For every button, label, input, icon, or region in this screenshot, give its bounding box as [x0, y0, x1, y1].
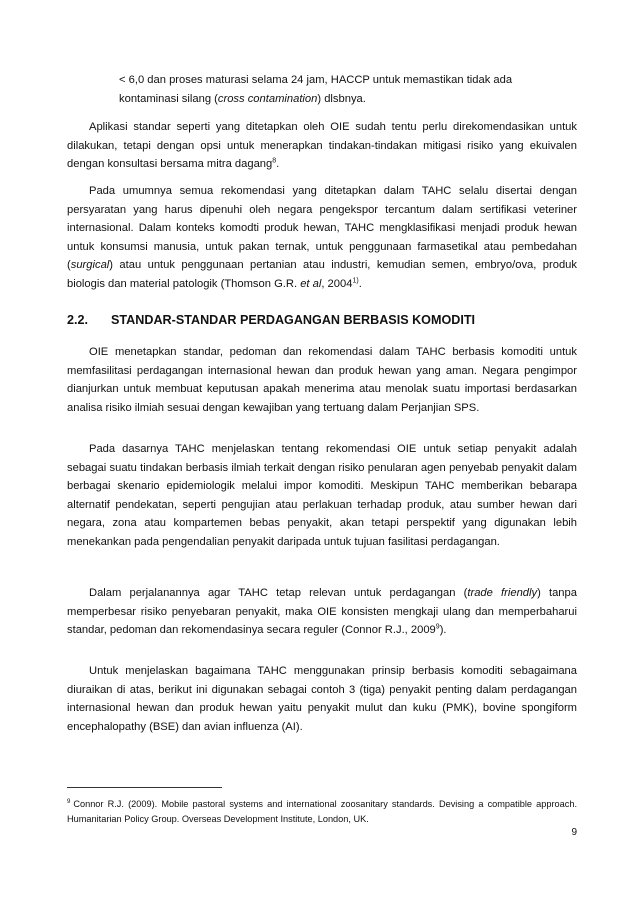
paragraph-menjelaskan-text: Untuk menjelaskan bagaimana TAHC menggunakan prinsip berbasis komoditi sebagaimana diuraikan di atas, berikut ini digunakan sebagai contoh 3 (tiga) penyakit penting dalam perdagangan internasional hewan dan produk hewan yaitu penyakit mulut dan kuku (PMK), bovine spongiform encephalopathy (BSE) dan avian influenza (AI). [67, 665, 577, 733]
footnote [67, 797, 577, 826]
paragraph-umumnya-mid: ) atau untuk penggunaan pertanian atau industri, kemudian semen, embryo/ova, produk biologis dan material patologik (Thomson G.R. [67, 259, 577, 290]
paragraph-umumnya-end: . [358, 277, 362, 290]
section-number: 2.2. [67, 313, 89, 327]
bullet-line-1: < 6,0 dan proses maturasi selama 24 jam, HACCP untuk memastikan tidak ada [119, 74, 513, 86]
paragraph-umumnya-post: , 2004 [321, 277, 353, 290]
paragraph-umumnya-italic-surgical: surgical [70, 259, 110, 272]
footnote-text: Connor R.J. (2009). Mobile pastoral systems and international zoosanitary standards. Devising a compatible approach. Humanitarian Policy Group. Overseas Development Institute, London, UK. [67, 799, 577, 824]
paragraph-menjelaskan [67, 662, 577, 736]
footnote-divider [67, 787, 222, 788]
paragraph-aplikasi [67, 118, 577, 174]
paragraph-umumnya-italic-etal: et al [300, 277, 322, 290]
section-title: STANDAR-STANDAR PERDAGANGAN BERBASIS KOMODITI [111, 313, 476, 327]
page-number: 9 [571, 827, 577, 838]
bullet-line-2-italic: cross contamination [217, 93, 318, 105]
paragraph-umumnya-pre: Pada umumnya semua rekomendasi yang ditetapkan dalam TAHC selalu disertai dengan persyaratan yang harus dipenuhi oleh negara pengekspor tercantum dalam sertifikasi veteriner internasional. Dalam konteks komodti produk hewan, TAHC mengklasifikasi menjadi produk hewan untuk konsumsi manusia, untuk pakan ternak, untuk penggunaan farmasetikal atau pembedahan ( [67, 185, 577, 272]
section-heading [67, 313, 577, 327]
footnote-ref-8: 8 [272, 157, 277, 165]
bullet-line-2-post: ) dlsbnya. [317, 93, 366, 105]
paragraph-perjalanan-end: ). [439, 624, 447, 637]
citation-ref-1: 1) [352, 277, 359, 285]
paragraph-umumnya [67, 182, 577, 294]
bullet-continuation [119, 71, 577, 109]
paragraph-perjalanan-post: ) tanpa memperbesar risiko penyebaran penyakit, maka OIE konsisten mengkaji ulang dan memperbaharui standar, pedoman dan rekomendasinya secara reguler (Connor R.J., 2009 [67, 587, 577, 637]
paragraph-aplikasi-text: Aplikasi standar seperti yang ditetapkan oleh OIE sudah tentu perlu direkomendasikan untuk dilakukan, tetapi dengan opsi untuk menerapkan tindakan-tindakan mitigasi risiko yang ekuivalen dengan konsultasi bersama mitra dagang [67, 121, 577, 171]
paragraph-dasarnya-text: Pada dasarnya TAHC menjelaskan tentang rekomendasi OIE untuk setiap penyakit adalah sebagai suatu tindakan berbasis ilmiah terkait dengan risiko penularan agen penyebab penyakit dalam berbagai skenario epidemiologik melalui impor komoditi. Meskipun TAHC memberikan bebarapa alternatif pendekatan, seperti pengujian atau perlakuan terhadap produk, atau sumber hewan dari negara, zona atau kompartemen bebas penyakit, akan tetapi perspektif yang digunakan lebih menekankan pada pengendalian penyakit daripada untuk tujuan fasilitasi perdagangan. [67, 443, 577, 548]
paragraph-aplikasi-end: . [276, 158, 280, 171]
paragraph-oie [67, 343, 577, 417]
footnote-mark: 9 [67, 798, 71, 805]
paragraph-dasarnya [67, 440, 577, 552]
paragraph-perjalanan-italic: trade friendly [467, 587, 538, 599]
footnote-ref-9: 9 [435, 623, 440, 631]
paragraph-perjalanan-pre: Dalam perjalanannya agar TAHC tetap relevan untuk perdagangan ( [89, 587, 468, 599]
paragraph-perjalanan [67, 584, 577, 640]
paragraph-oie-text: OIE menetapkan standar, pedoman dan rekomendasi dalam TAHC berbasis komoditi untuk memfasilitasi perdagangan internasional hewan dan produk hewan yang aman. Negara pengimpor dianjurkan untuk membuat keputusan apakah menerima atau menolak suatu importasi berdasarkan analisa risiko ilmiah sesuai dengan kewajiban yang tertuang dalam Perjanjian SPS. [67, 346, 577, 414]
bullet-line-2-pre: kontaminasi silang ( [119, 93, 218, 105]
